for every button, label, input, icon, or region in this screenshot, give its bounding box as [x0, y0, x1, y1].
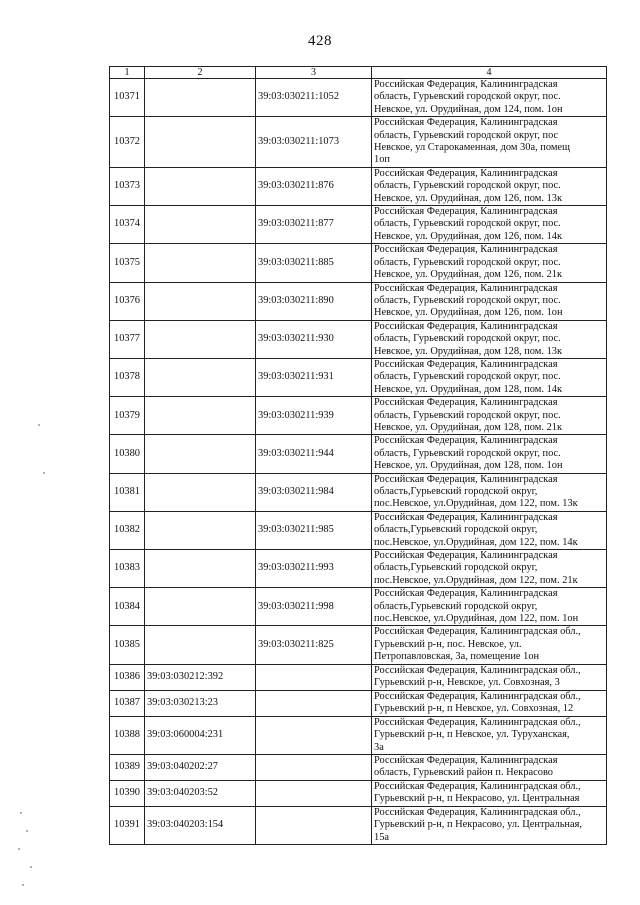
address-line: Гурьевский р-н, п Невское, ул. Совхозная, 12 — [374, 703, 574, 715]
address-line: Российская Федерация, Калининградская — [374, 320, 558, 332]
table-row — [110, 244, 607, 282]
scan-speckle — [30, 866, 32, 868]
address-line: Российская Федерация, Калининградская — [374, 282, 558, 294]
address-line: пос.Невское, ул.Орудийная, дом 122, пом. 1он — [374, 613, 579, 625]
address-line: область, Гурьевский городской округ, пос. — [374, 218, 561, 230]
cadastral-number-col3: 39:03:030211:877 — [256, 206, 372, 244]
address-cell — [372, 588, 607, 626]
table-row — [110, 167, 607, 205]
address-line: область, Гурьевский городской округ, пос — [374, 129, 559, 141]
address-cell — [372, 117, 607, 168]
cadastral-number-col2 — [145, 473, 256, 511]
table-row — [110, 664, 607, 690]
scan-speckle — [18, 848, 20, 850]
address-cell — [372, 780, 607, 806]
table-row — [110, 397, 607, 435]
address-cell — [372, 282, 607, 320]
column-header-3: 3 — [256, 67, 372, 79]
address-line: Невское, ул. Орудийная, дом 128, пом. 21к — [374, 421, 563, 433]
address-line: Невское, ул. Орудийная, дом 128, пом. 1он — [374, 460, 563, 472]
scan-speckle — [22, 884, 24, 886]
cadastral-number-col2: 39:03:040202:27 — [145, 754, 256, 780]
cadastral-number-col2 — [145, 79, 256, 117]
cadastral-number-col3: 39:03:030211:825 — [256, 626, 372, 664]
cadastral-number-col3: 39:03:030211:944 — [256, 435, 372, 473]
cadastral-number-col2 — [145, 626, 256, 664]
address-line: Российская Федерация, Калининградская — [374, 244, 558, 256]
table-row — [110, 780, 607, 806]
cadastral-number-col3: 39:03:030211:984 — [256, 473, 372, 511]
address-cell — [372, 358, 607, 396]
address-line: Невское, ул. Орудийная, дом 126, пом. 21к — [374, 269, 563, 281]
scan-speckle — [20, 812, 22, 814]
cadastral-number-col2 — [145, 588, 256, 626]
address-line: пос.Невское, ул.Орудийная, дом 122, пом. 21к — [374, 574, 578, 586]
address-cell — [372, 511, 607, 549]
cadastral-number-col3: 39:03:030211:885 — [256, 244, 372, 282]
address-line: Российская Федерация, Калининградская — [374, 550, 558, 562]
cadastral-number-col3: 39:03:030211:998 — [256, 588, 372, 626]
address-line: Невское, ул. Орудийная, дом 128, пом. 13к — [374, 345, 563, 357]
cadastral-number-col3 — [256, 716, 372, 754]
table-row — [110, 806, 607, 844]
row-number: 10381 — [110, 473, 145, 511]
address-line: область, Гурьевский район п. Некрасово — [374, 767, 553, 779]
address-line: область, Гурьевский городской округ, пос. — [374, 294, 561, 306]
address-line: Российская Федерация, Калининградская обл., — [374, 626, 581, 638]
page-number: 428 — [308, 33, 332, 49]
cadastral-number-col2: 39:03:060004:231 — [145, 716, 256, 754]
address-line: Невское, ул. Орудийная, дом 126, пом. 14к — [374, 230, 563, 242]
cadastral-number-col3 — [256, 664, 372, 690]
address-cell — [372, 435, 607, 473]
cadastral-number-col3 — [256, 690, 372, 716]
address-line: Российская Федерация, Калининградская обл., — [374, 716, 581, 728]
table-row — [110, 117, 607, 168]
address-line: область,Гурьевский городской округ, — [374, 486, 538, 497]
address-line: область, Гурьевский городской округ, пос. — [374, 409, 561, 421]
cadastral-number-col2 — [145, 550, 256, 588]
cadastral-number-col2: 39:03:040203:52 — [145, 780, 256, 806]
address-line: область, Гурьевский городской округ, пос. — [374, 371, 561, 383]
address-line: область, Гурьевский городской округ, пос. — [374, 447, 561, 459]
address-line: Петропавловская, 3а, помещение 1он — [374, 651, 540, 663]
address-line: область,Гурьевский городской округ, — [374, 562, 538, 574]
address-line: Российская Федерация, Калининградская обл., — [374, 690, 581, 702]
cadastral-number-col2 — [145, 244, 256, 282]
cadastral-number-col2: 39:03:040203:154 — [145, 806, 256, 844]
address-cell — [372, 473, 607, 511]
cadastral-number-col3 — [256, 754, 372, 780]
address-line: Невское, ул Старокаменная, дом 30а, помещ — [374, 142, 571, 154]
row-number: 10373 — [110, 167, 145, 205]
address-line: 1оп — [374, 154, 390, 166]
cadastral-number-col2 — [145, 206, 256, 244]
table-row — [110, 435, 607, 473]
address-line: Российская Федерация, Калининградская обл., — [374, 664, 581, 676]
cadastral-number-col3: 39:03:030211:931 — [256, 358, 372, 396]
cadastral-number-col2 — [145, 320, 256, 358]
address-line: область, Гурьевский городской округ, пос. — [374, 256, 561, 268]
address-line: 3а — [374, 741, 384, 753]
column-header-1: 1 — [110, 67, 145, 79]
row-number: 10380 — [110, 435, 145, 473]
row-number: 10375 — [110, 244, 145, 282]
table-row — [110, 626, 607, 664]
row-number: 10385 — [110, 626, 145, 664]
cadastral-number-col3: 39:03:030211:939 — [256, 397, 372, 435]
address-cell — [372, 206, 607, 244]
row-number: 10383 — [110, 550, 145, 588]
address-cell — [372, 550, 607, 588]
row-number: 10378 — [110, 358, 145, 396]
address-cell — [372, 690, 607, 716]
address-line: область, Гурьевский городской округ, пос. — [374, 333, 561, 345]
address-line: Российская Федерация, Калининградская — [374, 117, 558, 129]
row-number: 10384 — [110, 588, 145, 626]
table-row — [110, 282, 607, 320]
registry-table — [109, 66, 607, 845]
cadastral-number-col3: 39:03:030211:1052 — [256, 79, 372, 117]
address-line: Гурьевский р-н, пос. Невское, ул. — [374, 638, 522, 650]
table-row — [110, 690, 607, 716]
cadastral-number-col3: 39:03:030211:876 — [256, 167, 372, 205]
cadastral-number-col2 — [145, 167, 256, 205]
address-line: Российская Федерация, Калининградская — [374, 397, 558, 409]
row-number: 10389 — [110, 754, 145, 780]
cadastral-number-col3 — [256, 780, 372, 806]
address-line: Гурьевский р-н, п Некрасово, ул. Центральная — [374, 793, 580, 805]
cadastral-number-col2 — [145, 358, 256, 396]
address-cell — [372, 716, 607, 754]
table-row — [110, 358, 607, 396]
cadastral-number-col2 — [145, 511, 256, 549]
cadastral-number-col3: 39:03:030211:993 — [256, 550, 372, 588]
table-row — [110, 716, 607, 754]
cadastral-number-col3: 39:03:030211:890 — [256, 282, 372, 320]
row-number: 10388 — [110, 716, 145, 754]
row-number: 10377 — [110, 320, 145, 358]
address-cell — [372, 664, 607, 690]
table-row — [110, 550, 607, 588]
address-line: Невское, ул. Орудийная, дом 128, пом. 14к — [374, 383, 563, 395]
address-cell — [372, 244, 607, 282]
address-line: пос.Невское, ул.Орудийная, дом 122, пом. 14к — [374, 536, 578, 548]
column-header-2: 2 — [145, 67, 256, 79]
table-body — [110, 79, 607, 845]
scan-speckle — [43, 472, 45, 474]
address-line: Российская Федерация, Калининградская — [374, 435, 558, 447]
row-number: 10372 — [110, 117, 145, 168]
address-cell — [372, 626, 607, 664]
address-line: пос.Невское, ул.Орудийная, дом 122, пом. 13к — [374, 498, 578, 510]
row-number: 10387 — [110, 690, 145, 716]
row-number: 10391 — [110, 806, 145, 844]
header-row — [110, 67, 607, 79]
row-number: 10386 — [110, 664, 145, 690]
address-line: Невское, ул. Орудийная, дом 124, пом. 1он — [374, 103, 563, 115]
table-row — [110, 473, 607, 511]
address-line: Невское, ул. Орудийная, дом 126, пом. 1он — [374, 307, 563, 319]
cadastral-number-col2: 39:03:030213:23 — [145, 690, 256, 716]
cadastral-number-col3: 39:03:030211:1073 — [256, 117, 372, 168]
address-line: Российская Федерация, Калининградская — [374, 588, 558, 600]
address-line: Российская Федерация, Калининградская — [374, 206, 558, 218]
address-cell — [372, 754, 607, 780]
table-row — [110, 79, 607, 117]
address-cell — [372, 167, 607, 205]
address-line: Гурьевский р-н, Невское, ул. Совхозная, 3 — [374, 677, 560, 689]
address-line: Российская Федерация, Калининградская — [374, 473, 558, 485]
address-line: область,Гурьевский городской округ, — [374, 600, 538, 612]
scan-speckle — [38, 424, 40, 426]
row-number: 10376 — [110, 282, 145, 320]
address-line: 15а — [374, 831, 390, 843]
row-number: 10374 — [110, 206, 145, 244]
address-cell — [372, 806, 607, 844]
table-row — [110, 588, 607, 626]
address-line: область, Гурьевский городской округ, пос. — [374, 91, 561, 103]
cadastral-number-col2 — [145, 117, 256, 168]
table-row — [110, 320, 607, 358]
cadastral-number-col3: 39:03:030211:930 — [256, 320, 372, 358]
address-line: Российская Федерация, Калининградская — [374, 167, 558, 179]
cadastral-number-col2 — [145, 397, 256, 435]
cadastral-number-col3: 39:03:030211:985 — [256, 511, 372, 549]
cadastral-number-col3 — [256, 806, 372, 844]
address-cell — [372, 320, 607, 358]
address-line: Российская Федерация, Калининградская — [374, 79, 558, 90]
row-number: 10382 — [110, 511, 145, 549]
address-line: область,Гурьевский городской округ, — [374, 524, 538, 536]
address-line: Гурьевский р-н, п Некрасово, ул. Центральная, — [374, 819, 582, 831]
row-number: 10371 — [110, 79, 145, 117]
address-line: область, Гурьевский городской округ, пос. — [374, 180, 561, 192]
address-line: Российская Федерация, Калининградская — [374, 358, 558, 370]
address-line: Российская Федерация, Калининградская — [374, 755, 558, 766]
cadastral-number-col2 — [145, 435, 256, 473]
row-number: 10390 — [110, 780, 145, 806]
table-row — [110, 511, 607, 549]
address-line: Гурьевский р-н, п Невское, ул. Туруханская, — [374, 729, 570, 741]
table-row — [110, 206, 607, 244]
row-number: 10379 — [110, 397, 145, 435]
address-cell — [372, 79, 607, 117]
column-header-4: 4 — [372, 67, 607, 79]
cadastral-number-col2 — [145, 282, 256, 320]
address-line: Российская Федерация, Калининградская — [374, 511, 558, 523]
scan-speckle — [26, 830, 28, 832]
address-cell — [372, 397, 607, 435]
address-line: Российская Федерация, Калининградская обл., — [374, 806, 581, 818]
address-line: Российская Федерация, Калининградская обл., — [374, 781, 581, 792]
cadastral-number-col2: 39:03:030212:392 — [145, 664, 256, 690]
address-line: Невское, ул. Орудийная, дом 126, пом. 13к — [374, 192, 563, 204]
table-row — [110, 754, 607, 780]
